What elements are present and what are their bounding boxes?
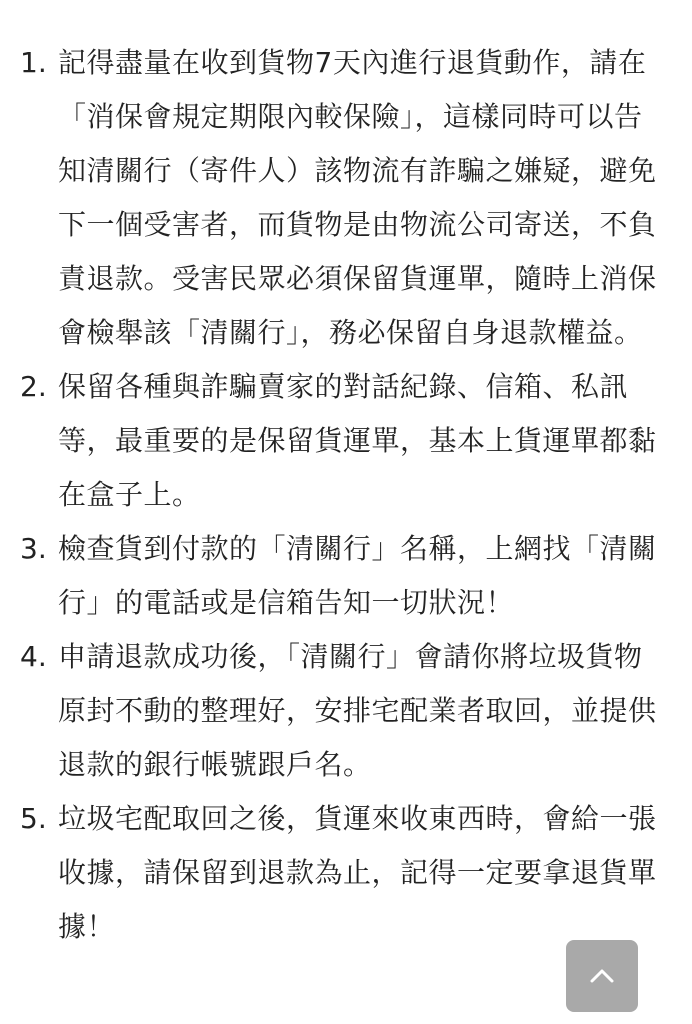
list-item-number: 3. xyxy=(20,532,47,565)
list-item xyxy=(0,360,692,522)
list-item-number: 4. xyxy=(20,640,47,673)
list-item-text: 檢查貨到付款的「清關行」名稱，上網找「清關行」的電話或是信箱告知一切狀況！ xyxy=(58,532,657,619)
list-item-number: 2. xyxy=(20,370,47,403)
list-item-text: 垃圾宅配取回之後，貨運來收東西時，會給一張收據，請保留到退款為止，記得一定要拿退貨單據！ xyxy=(58,802,657,943)
list-item xyxy=(0,792,692,954)
list-item-text: 保留各種與詐騙賣家的對話紀錄、信箱、私訊等，最重要的是保留貨運單，基本上貨運單都黏在盒子上。 xyxy=(58,370,657,511)
list-item xyxy=(0,630,692,792)
chevron-up-icon xyxy=(587,961,617,991)
list-item xyxy=(0,36,692,360)
scroll-to-top-button[interactable] xyxy=(566,940,638,1012)
list-item-text: 申請退款成功後，「清關行」會請你將垃圾貨物原封不動的整理好，安排宅配業者取回，並提供退款的銀行帳號跟戶名。 xyxy=(58,640,657,781)
article-content xyxy=(0,36,692,954)
list-item-number: 5. xyxy=(20,802,47,835)
list-item xyxy=(0,522,692,630)
list-item-number: 1. xyxy=(20,46,47,79)
list-item-text: 記得盡量在收到貨物7天內進行退貨動作，請在「消保會規定期限內較保險」，這樣同時可以告知清關行（寄件人）該物流有詐騙之嫌疑，避免下一個受害者，而貨物是由物流公司寄送，不負責退款。受害民眾必須保留貨運單，隨時上消保會檢舉該「清關行」，務必保留自身退款權益。 xyxy=(58,46,657,349)
